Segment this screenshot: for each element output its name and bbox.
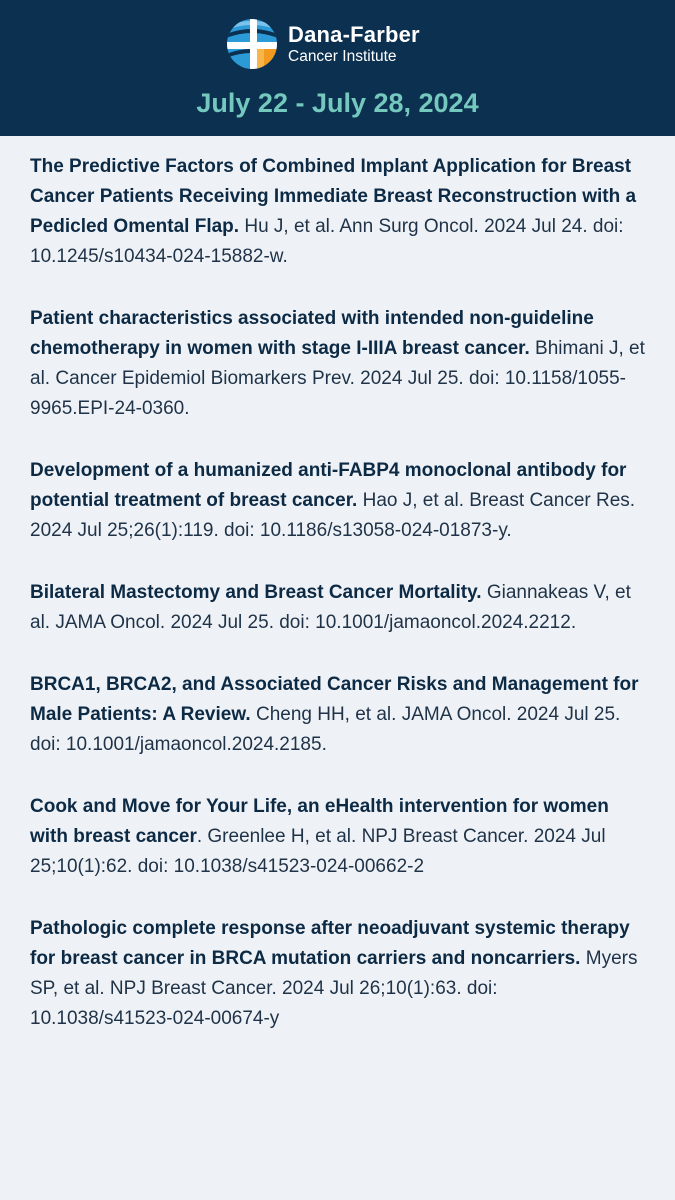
logo-subtitle: Cancer Institute [288,47,397,65]
article-title[interactable]: Development of a humanized anti-FABP4 monoclonal antibody for potential treatment of breast cancer. [30,460,627,511]
dana-farber-logo-icon [226,18,278,70]
article-title[interactable]: Bilateral Mastectomy and Breast Cancer Mortality. [30,582,482,603]
article-item [30,578,645,638]
article-item [30,456,645,546]
article-citation: Hu J, et al. Ann Surg Oncol. 2024 Jul 24. doi: 10.1245/s10434-024-15882-w. [30,216,624,267]
article-citation: . Greenlee H, et al. NPJ Breast Cancer. 2024 Jul 25;10(1):62. doi: 10.1038/s41523-024-00662-2 [30,826,606,877]
article-item [30,304,645,424]
article-item [30,914,645,1034]
article-title[interactable]: Cook and Move for Your Life, an eHealth intervention for women with breast cancer [30,796,609,847]
article-citation: Giannakeas V, et al. JAMA Oncol. 2024 Jul 25. doi: 10.1001/jamaoncol.2024.2212. [30,582,631,633]
article-citation: Bhimani J, et al. Cancer Epidemiol Biomarkers Prev. 2024 Jul 25. doi: 10.1158/1055-9965.EPI-24-0360. [30,338,645,419]
article-title[interactable]: BRCA1, BRCA2, and Associated Cancer Risks and Management for Male Patients: A Review. [30,674,639,725]
article-title[interactable]: Patient characteristics associated with intended non-guideline chemotherapy in women with stage I-IIIA breast cancer. [30,308,594,359]
article-title[interactable]: The Predictive Factors of Combined Implant Application for Breast Cancer Patients Receiving Immediate Breast Reconstruction with a Pedicled Omental Flap. [30,156,637,237]
article-citation: Myers SP, et al. NPJ Breast Cancer. 2024 Jul 26;10(1):63. doi: 10.1038/s41523-024-00674-y [30,948,638,1029]
date-range-heading: July 22 - July 28, 2024 [196,88,479,118]
article-citation: Hao J, et al. Breast Cancer Res. 2024 Jul 25;26(1):119. doi: 10.1186/s13058-024-01873-y. [30,490,636,541]
article-citation: Cheng HH, et al. JAMA Oncol. 2024 Jul 25. doi: 10.1001/jamaoncol.2024.2185. [30,704,621,755]
header-banner [0,0,675,136]
article-item [30,792,645,882]
logo-name: Dana-Farber [288,21,420,47]
article-list [0,136,675,1034]
dana-farber-logo[interactable] [226,17,450,71]
article-item [30,670,645,760]
article-title[interactable]: Pathologic complete response after neoadjuvant systemic therapy for breast cancer in BRCA mutation carriers and noncarriers. [30,918,630,969]
article-item [30,152,645,272]
